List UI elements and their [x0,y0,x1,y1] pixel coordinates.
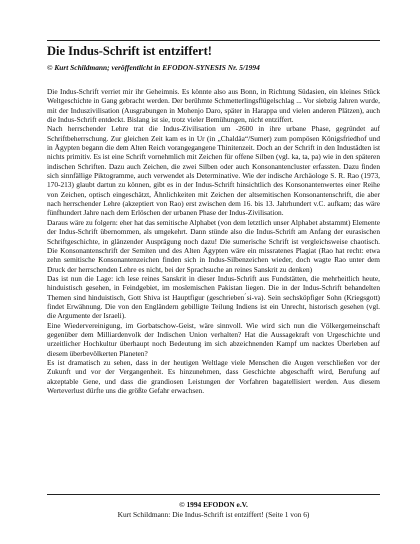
page-title: Die Indus-Schrift ist entziffert! [47,44,212,58]
header-divider [47,40,380,41]
footer-copyright: © 1994 EFODON e.V. [179,500,248,509]
paragraph: Das ist nun die Lage: ich lese reines Sanskrit in dieser Indus-Schrift aus Fundstätten, die mehrheitlich heute, hinduistisch gesehen, in Feindgebiet, im moslemischen Pakistan liegen. Die in der Indus-Schrift behandelten Themen sind hinduistisch, Gott Shiva ist Hauptfigur (geschrieben ́si-va). Sein sechsköpfiger Sohn (Kriegsgott) findet Erwähnung. Die von den Engländern gebilligte Teilung Indiens ist ein Unrecht, historisch gesehen (vgl. die Argumente der Israeli). [47,273,380,321]
paragraph: Daraus wäre zu folgern: eher hat das semitische Alphabet (von dem letztlich unser Alphabet abstammt) Elemente der Indus-Schrift übernommen, als umgekehrt. Dann stünde also die Indus-Schrift am Anfang der eurasischen Schriftgeschichte, in glänzender Ausprägung noch dazu! Die sumerische Schrift ist vergleichsweise chaotisch. Die Konsonantenschrift der Semiten und des Alten Ägypten wäre ein missratenes Plagiat (Rao hat recht: etwa zehn semitische Konsonantenzeichen finden sich in Indus-Silbenzeichen wieder, doch wagte Rao unter dem Druck der herrschenden Lehre es nicht, bei der Sprachsuche an reines Sanskrit zu denken) [47,217,380,274]
footer-divider [47,494,380,495]
article-body [47,87,380,395]
footer-page-reference: Kurt Schildmann: Die Indus-Schrift ist entziffert! (Seite 1 von 6) [117,510,310,519]
paragraph: Nach herrschender Lehre trat die Indus-Zivilisation um -2600 in ihre urbane Phase, gegründet auf Schriftbeherrschung. Zur gleichen Zeit kam es in Ur (in „Chaldäa“/Sumer) zum pompösen Königsfriedhof und in Ägypten begann die dem Alten Reich vorangegangene Thinitenzeit. Doch an der Schrift in den Industädten ist nichts primitiv. Es ist eine Schrift vornehmlich mit Zeichen für offene Silben (vgl. ka, ta, pa) wie in den späteren indischen Schriften. Dazu auch Zeichen, die zwei Silben oder auch Konsonantencluster erfassten. Dazu finden sich sinnfällige Piktogramme, auch verwendet als Determinative. Wie der indische Archäologe S. R. Rao (1973, 170-213) glaubt dartun zu können, gibt es in der Indus-Schrift hinsichtlich des Konsonantenwertes einer Reihe von Zeichen, optisch eingeschätzt, Ähnlichkeiten mit Zeichen der altsemitischen Konsonantenschrift, die aber nach herrschender Lehre (akzeptiert von Rao) erst zwischen dem 16. bis 13. Jahrhundert v.C. aufkam; das wäre fünfhundert Jahre nach dem Erlöschen der urbanen Phase der Indus-Zivilisation. [47,124,380,218]
paragraph: Es ist dramatisch zu sehen, dass in der heutigen Weltlage viele Menschen die Augen verschließen vor der Zukunft und vor der Vergangenheit. Es hinzunehmen, dass Geschichte abgeschafft wird, Berufung auf akzeptable Gene, und dass die grandiosen Leistungen der Vorfahren bagatellisiert werden. Aus diesem Werteverlust dürfte uns die größte Gefahr erwachsen. [47,357,380,395]
article-byline: © Kurt Schildmann; veröffentlicht in EFODON-SYNESIS Nr. 5/1994 [47,63,260,72]
paragraph: Eine Wiedervereinigung, im Gorbatschow-Geist, wäre sinnvoll. Wie wird sich nun die Völkergemeinschaft gegenüber dem Milliardenvolk der Indischen Union verhalten? Hat die Aussagekraft von Urgeschichte und urzeitlicher Hochkultur überhaupt noch Bedeutung im sich abzeichnenden Kampf um nacktes Überleben auf diesem überbevölkerten Planeten? [47,320,380,358]
paragraph: Die Indus-Schrift verriet mir ihr Geheimnis. Es könnte also aus Bonn, in Richtung Südasien, ein kleines Stück Weltgeschichte in Gang gebracht werden. Der berühmte Schmetterlingsflügelschlag ... Vor siebzig Jahren wurde, mit der Induszivilisation (Ausgrabungen in Mohenjo Daro, später in Harappa und vielen anderen Plätzen), auch die Indus-Schrift entdeckt. Bislang ist sie, trotz vieler Bemühungen, nicht entziffert. [47,87,380,125]
